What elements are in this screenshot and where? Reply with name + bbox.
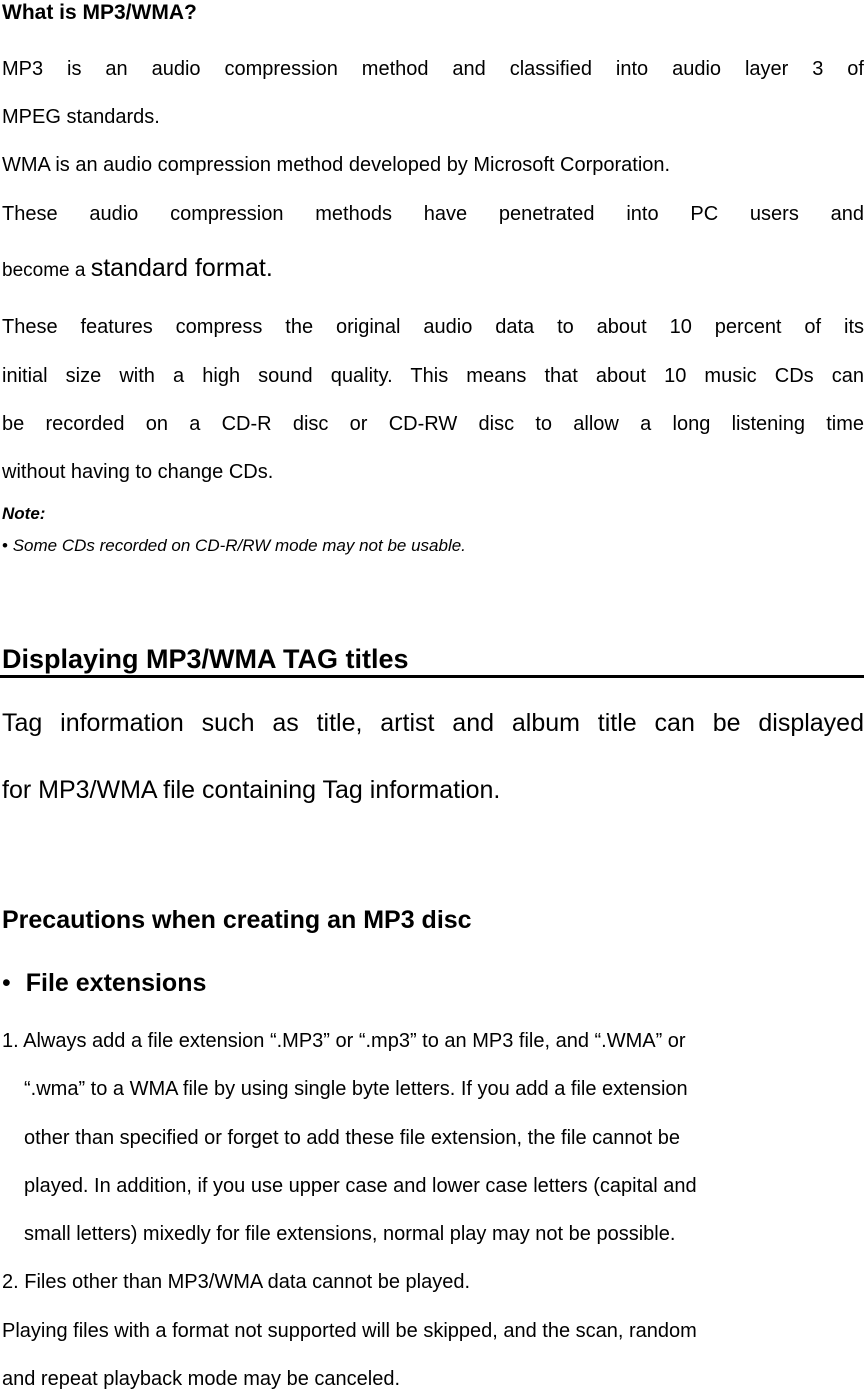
paragraph-line-mixed (2, 254, 864, 283)
list-item-line: played. In addition, if you use upper case and lower case letters (capital and (24, 1175, 697, 1197)
section-title-what-is-mp3: What is MP3/WMA? (2, 1, 197, 24)
paragraph-line: for MP3/WMA file containing Tag information. (2, 776, 501, 804)
bullet-glyph: • (2, 536, 13, 555)
paragraph-line: without having to change CDs. (2, 461, 274, 483)
subheading-file-extensions (2, 968, 864, 998)
paragraph-line: and repeat playback mode may be canceled. (2, 1368, 401, 1390)
paragraph-line: These features compress the original audio data to about 10 percent of its (2, 316, 864, 338)
paragraph-line: MP3 is an audio compression method and classified into audio layer 3 of (2, 58, 864, 80)
note-text: Some CDs recorded on CD-R/RW mode may not be usable. (12, 536, 466, 555)
large-text: standard format. (90, 254, 273, 282)
paragraph-line: Playing files with a format not supported will be skipped, and the scan, random (2, 1320, 697, 1342)
note-label: Note: (2, 504, 46, 523)
list-item-line: 2. Files other than MP3/WMA data cannot be played. (2, 1271, 471, 1293)
paragraph-line: Tag information such as title, artist and album title can be displayed (2, 709, 864, 737)
section-title-precautions: Precautions when creating an MP3 disc (2, 906, 472, 934)
subheading-text: File extensions (25, 969, 207, 997)
section-underline (0, 675, 864, 678)
paragraph-line: WMA is an audio compression method developed by Microsoft Corporation. (2, 154, 671, 176)
paragraph-line: These audio compression methods have penetrated into PC users and (2, 203, 864, 225)
bullet-glyph: • (2, 969, 11, 997)
paragraph-line: be recorded on a CD-R disc or CD-RW disc to allow a long listening time (2, 413, 864, 435)
list-item-line: 1. Always add a file extension “.MP3” or “.mp3” to an MP3 file, and “.WMA” or (2, 1030, 686, 1052)
list-item-line: small letters) mixedly for file extensions, normal play may not be possible. (24, 1223, 676, 1245)
list-item-line: “.wma” to a WMA file by using single byte letters. If you add a file extension (24, 1078, 688, 1100)
small-text: become a (2, 260, 91, 281)
note-item (2, 535, 864, 557)
paragraph-line: initial size with a high sound quality. This means that about 10 music CDs can (2, 365, 864, 387)
paragraph-line: MPEG standards. (2, 106, 160, 128)
list-item-line: other than specified or forget to add these file extension, the file cannot be (24, 1127, 680, 1149)
section-title-tag-titles: Displaying MP3/WMA TAG titles (2, 644, 409, 674)
